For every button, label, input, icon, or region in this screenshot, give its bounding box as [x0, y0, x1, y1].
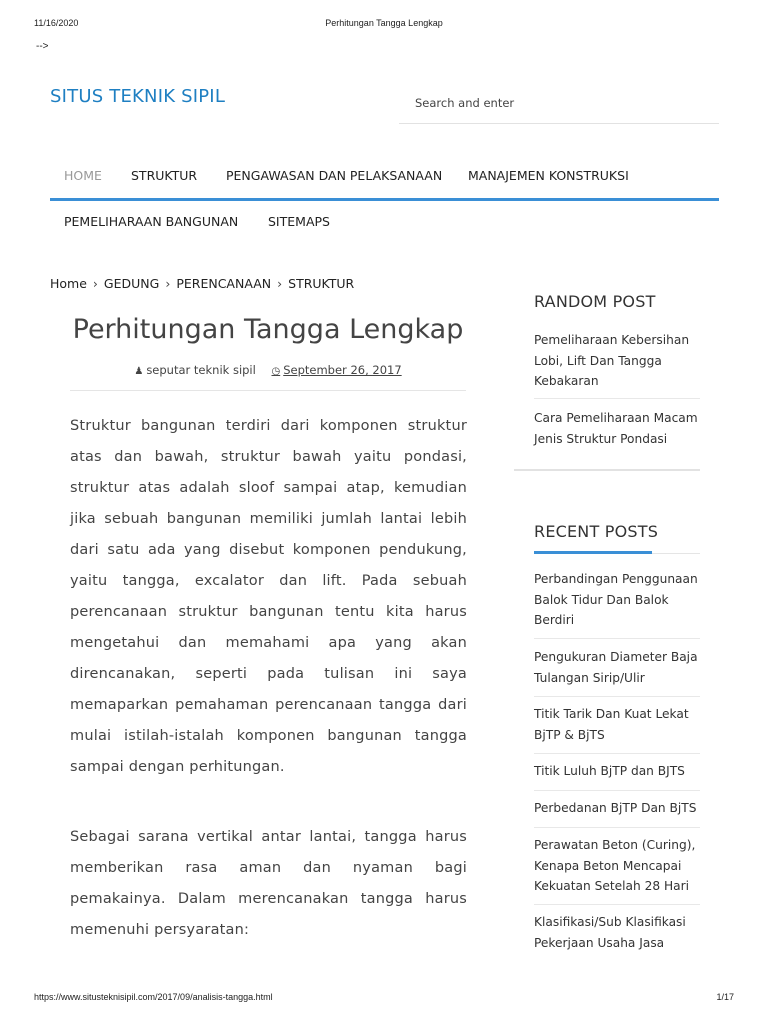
user-icon: ♟	[134, 366, 144, 377]
breadcrumb-separator: ›	[92, 276, 98, 291]
nav-item-pemeliharaan[interactable]: PEMELIHARAAN BANGUNAN	[64, 214, 239, 229]
post-meta	[70, 363, 466, 377]
post-author[interactable]: seputar teknik sipil	[146, 363, 256, 377]
post-date[interactable]: September 26, 2017	[283, 363, 402, 377]
random-post-link[interactable]: Cara Pemeliharaan Macam Jenis Struktur Pondasi	[534, 411, 698, 446]
recent-posts-heading: RECENT POSTS	[534, 522, 659, 541]
divider	[534, 827, 700, 828]
breadcrumb-perencanaan[interactable]: PERENCANAAN	[176, 276, 272, 291]
divider	[534, 904, 700, 905]
print-date: 11/16/2020	[34, 18, 79, 28]
search-box	[399, 86, 719, 124]
nav-item-pengawasan[interactable]: PENGAWASAN DAN PELAKSANAAN	[226, 168, 443, 183]
main-nav-row-1	[50, 158, 719, 201]
recent-post-link[interactable]: Perbedanan BjTP Dan BjTS	[534, 801, 697, 815]
breadcrumb-separator: ›	[165, 276, 171, 291]
search-input[interactable]	[399, 86, 715, 119]
meta-divider	[70, 390, 466, 391]
breadcrumb-home[interactable]: Home	[50, 276, 87, 291]
print-page-number: 1/17	[716, 992, 734, 1002]
breadcrumb-gedung[interactable]: GEDUNG	[103, 276, 160, 291]
recent-post-link[interactable]: Klasifikasi/Sub Klasifikasi Pekerjaan Usaha Jasa	[534, 915, 686, 950]
print-title: Perhitungan Tangga Lengkap	[325, 18, 443, 28]
recent-post-link[interactable]: Titik Tarik Dan Kuat Lekat BjTP & BjTS	[534, 707, 689, 742]
print-comment: -->	[36, 41, 49, 52]
random-post-link[interactable]: Pemeliharaan Kebersihan Lobi, Lift Dan Tangga Kebakaran	[534, 333, 690, 388]
random-post-heading: RANDOM POST	[534, 292, 656, 311]
recent-post-link[interactable]: Pengukuran Diameter Baja Tulangan Sirip/Ulir	[534, 650, 698, 685]
nav-item-struktur[interactable]: STRUKTUR	[131, 168, 198, 183]
nav-item-sitemaps[interactable]: SITEMAPS	[268, 214, 330, 229]
nav-item-manajemen[interactable]: MANAJEMEN KONSTRUKSI	[468, 168, 629, 183]
recent-post-link[interactable]: Perawatan Beton (Curing), Kenapa Beton Mencapai Kekuatan Setelah 28 Hari	[534, 838, 696, 893]
breadcrumb-separator: ›	[277, 276, 283, 291]
breadcrumb-struktur[interactable]: STRUKTUR	[288, 276, 355, 291]
divider	[534, 398, 700, 399]
divider	[534, 753, 700, 754]
print-url: https://www.situsteknisipil.com/2017/09/analisis-tangga.html	[34, 992, 273, 1002]
widget-divider	[514, 469, 700, 471]
site-title[interactable]: SITUS TEKNIK SIPIL	[50, 86, 226, 107]
post-paragraph-2: Sebagai sarana vertikal antar lantai, tangga harus memberikan rasa aman dan nyaman bagi pemakainya. Dalam merencanakan tangga harus memenuhi persyaratan:	[70, 829, 467, 938]
post-title: Perhitungan Tangga Lengkap	[72, 314, 464, 345]
divider	[534, 790, 700, 791]
recent-post-link[interactable]: Perbandingan Penggunaan Balok Tidur Dan Balok Berdiri	[534, 572, 698, 627]
clock-icon: ◷	[271, 366, 281, 377]
divider	[534, 696, 700, 697]
recent-post-link[interactable]: Titik Luluh BjTP dan BJTS	[534, 764, 685, 778]
breadcrumb	[50, 276, 354, 291]
nav-item-home[interactable]: HOME	[64, 168, 102, 183]
divider	[534, 638, 700, 639]
main-nav-row-2	[50, 204, 719, 244]
post-paragraph-1: Struktur bangunan terdiri dari komponen struktur atas dan bawah, struktur bawah yaitu pondasi, struktur atas adalah sloof sampai atap, kemudian jika sebuah bangunan memiliki jumlah lantai lebih dari satu ada yang disebut komponen pendukung, yaitu tangga, excalator dan lift. Pada sebuah perencanaan struktur bangunan tentu kita harus mengetahui dan memahami apa yang akan direncanakan, seperti pada tulisan ini saya memaparkan pemahaman perencanaan tangga dari mulai istilah-istalah komponen bangunan tangga sampai dengan perhitungan.	[70, 418, 467, 775]
heading-accent-bar	[534, 551, 652, 554]
